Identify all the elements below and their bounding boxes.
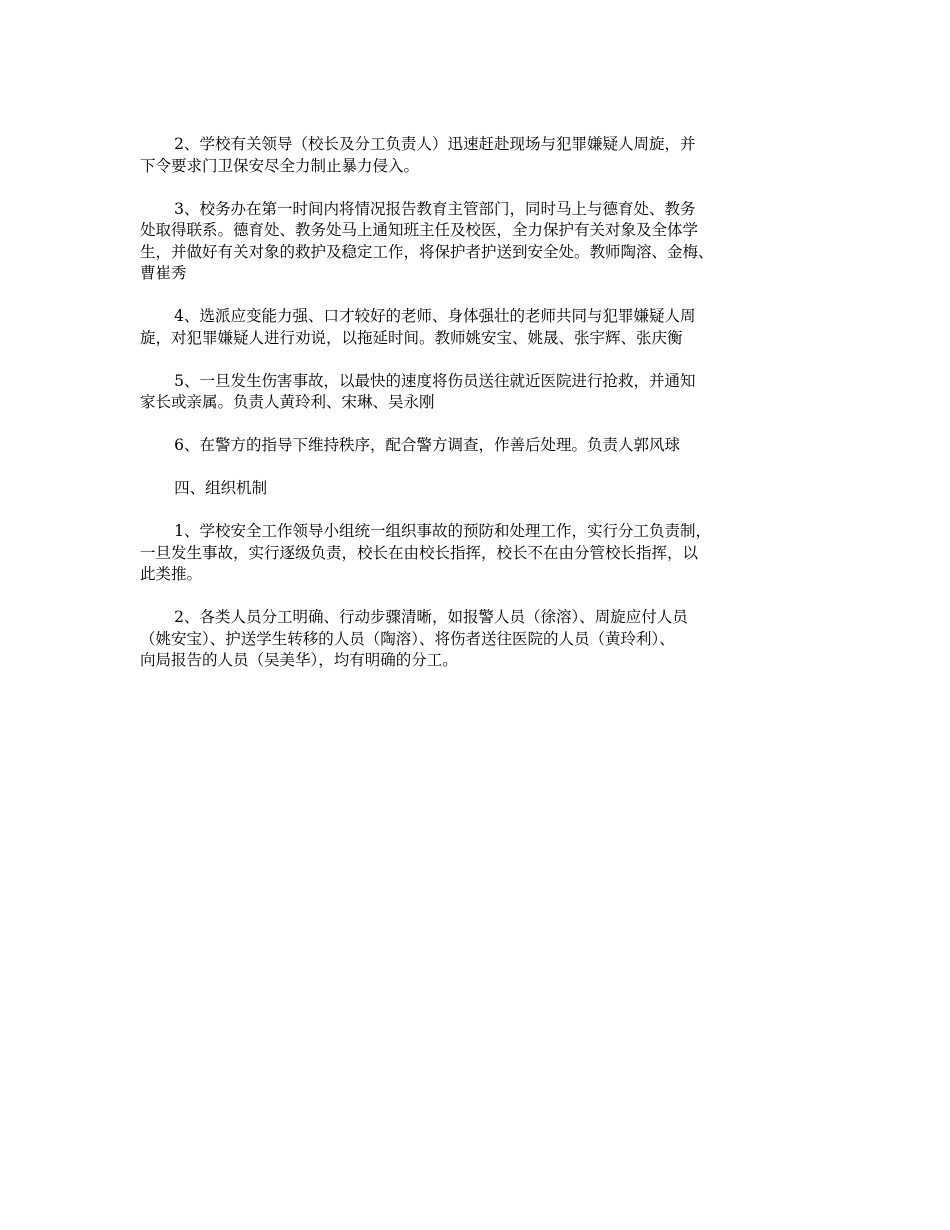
paragraph-negotiation-team: 4、选派应变能力强、口才较好的老师、身体强壮的老师共同与犯罪嫌疑人周 旋，对犯罪嫌疑人进行劝说，以拖延时间。教师姚安宝、姚晟、张宇辉、张庆衡 xyxy=(140,307,696,347)
paragraph-role-assignment: 2、各类人员分工明确、行动步骤清晰，如报警人员（徐溶）、周旋应付人员 （姚安宝）、护送学生转移的人员（陶溶）、将伤者送往医院的人员（黄玲利）、 向局报告的人员（吴美华），均有明确的分工。 xyxy=(140,608,688,669)
document-body xyxy=(140,134,830,693)
paragraph-leadership-group: 1、学校安全工作领导小组统一组织事故的预防和处理工作，实行分工负责制， 一旦发生事故，实行逐级负责，校长在由校长指挥，校长不在由分管校长指挥，以 此类推。 xyxy=(140,522,711,583)
section-heading-organization: 四、组织机制 xyxy=(174,479,268,497)
paragraph-office-report: 3、校务办在第一时间内将情况报告教育主管部门，同时马上与德育处、教务 处取得联系。德育处、教务处马上通知班主任及校医，全力保护有关对象及全体学 生，并做好有关对象的救护及稳定工作，将保护者护送到安全处。教师陶溶、金梅、 曹崔秀 xyxy=(140,199,714,282)
paragraph-police-cooperation: 6、在警方的指导下维持秩序，配合警方调查，作善后处理。负责人郭风球 xyxy=(174,436,680,454)
paragraph-injury-handling: 5、一旦发生伤害事故，以最快的速度将伤员送往就近医院进行抢救，并通知 家长或亲属。负责人黄玲利、宋琳、吴永刚 xyxy=(140,371,696,411)
paragraph-leadership-response: 2、学校有关领导（校长及分工负责人）迅速赶赴现场与犯罪嫌疑人周旋，并 下令要求门卫保安尽全力制止暴力侵入。 xyxy=(140,135,696,175)
